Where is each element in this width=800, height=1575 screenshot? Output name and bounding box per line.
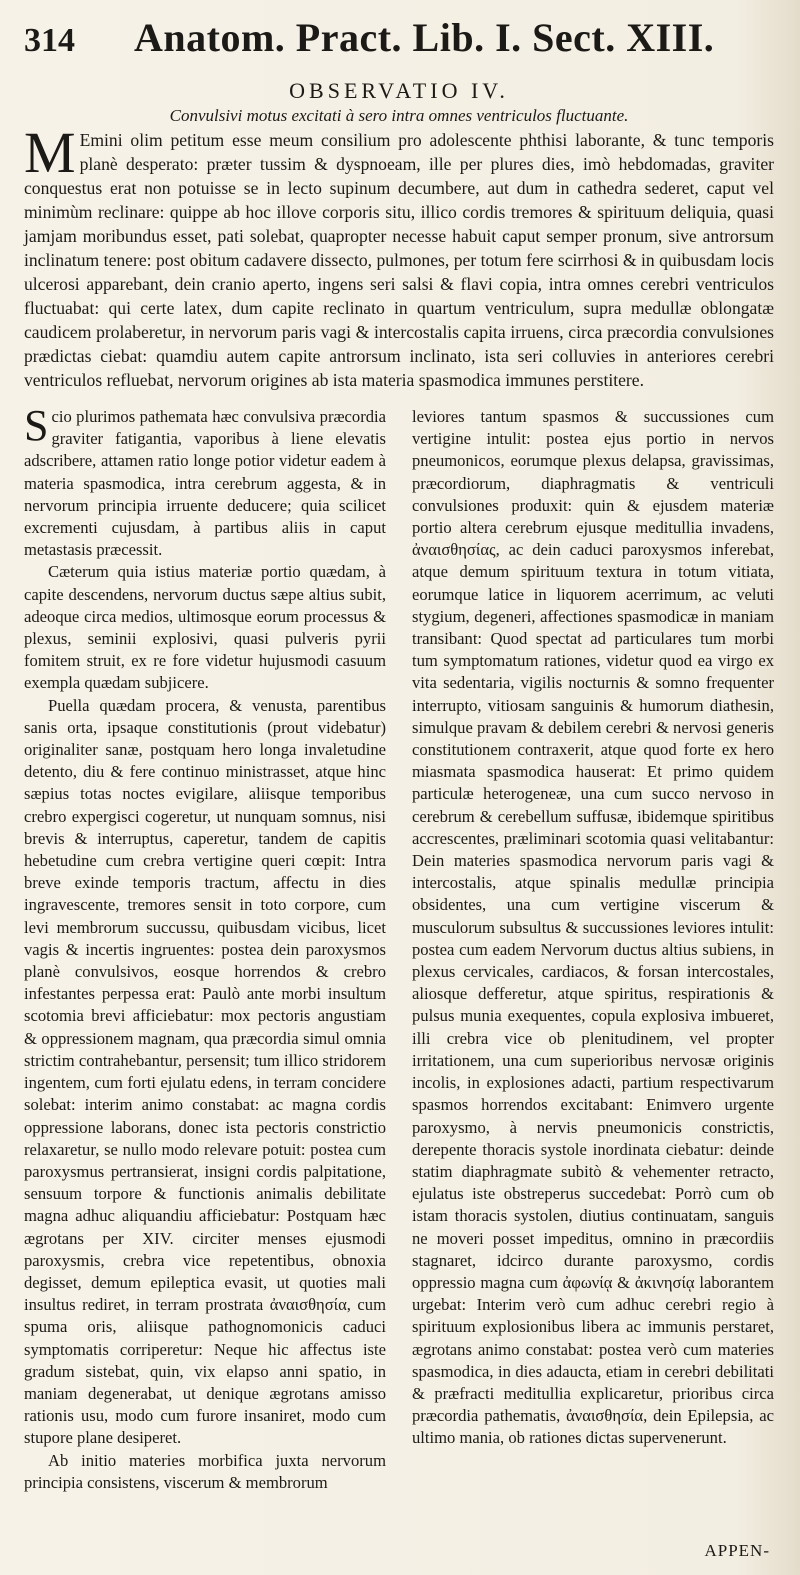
page-number: 314 bbox=[24, 22, 75, 59]
right-column bbox=[412, 406, 774, 1494]
drop-cap-s: S bbox=[24, 401, 49, 450]
left-paragraph-4: Ab initio materies morbifica juxta nervorum principia consistens, viscerum & membrorum bbox=[24, 1450, 386, 1492]
observation-subtitle: Convulsivi motus excitati à sero intra omnes ventriculos fluctuante. bbox=[169, 106, 629, 125]
observation-body: Emini olim petitum esse meum consilium pro adolescente phthisi laborante, & tunc temporis planè desperato: præter tussim & dyspnoeam, ille per plures dies, imò hebdomadas, graviter conquestus erat non potuisse se in lecto supinum decumbere, aut dum in cathedra sederet, caput vel minimùm reclinare: quippe ab hoc illove corporis situ, illico cordis tremores & spirituum deliquia, quasi jamjam moribundus esset, pati solebat, quapropter necesse habuit caput semper pronum, sive antrorsum inclinatum tenere: post obitum cadavere dissecto, pulmones, per totum fere scirrhosi & in quibusdam locis ulcerosi apparebant, dein cranio aperto, ingens seri salsi & flavi copia, intra omnes cerebri ventriculos fluctuabat: qui certe latex, dum capite reclinato in quartum ventriculum, supra medullæ oblongatæ caudicem prolaberetur, in nervorum paris vagi & intercostalis capita irruens, circa præcordia convulsiones prædictas ciebat: quamdiu autem capite antrorsum inclinato, ista seri colluvies in anteriores cerebri ventriculos refluebat, nervorum origines ab ista materia spasmodica immunes perstitere. bbox=[24, 130, 774, 390]
two-column-body bbox=[24, 401, 774, 1494]
observation-heading: OBSERVATIO IV. bbox=[289, 78, 509, 103]
drop-cap-m: M bbox=[24, 120, 76, 185]
left-paragraph-1-text: cio plurimos pathemata hæc convulsiva præcordia graviter fatigantia, vaporibus à liene elevatis adscribere, attamen ratio longe potior videtur eadem à materia spasmodica, intra cerebrum aggesta, & in nervorum principia irruente deducere; quia scilicet excrementi cujusdam, à partibus aliis in caput metastasis præcessit. bbox=[24, 407, 386, 560]
running-title: Anatom. Pract. Lib. I. Sect. XIII. bbox=[134, 15, 715, 60]
left-paragraph-2: Cæterum quia istius materiæ portio quædam, à capite descendens, nervorum ductus sæpe altius subit, adeoque circa medios, ultimosque eorum processus & plexus, seminii explosivi, quasi pulveris pyrii fomitem struit, ex re fore videtur hujusmodi casuum exempla quædam subjicere. bbox=[24, 562, 386, 693]
left-column bbox=[24, 401, 386, 1494]
catchword: APPEN- bbox=[704, 1541, 770, 1560]
running-head bbox=[24, 14, 774, 72]
left-paragraph-3: Puella quædam procera, & venusta, parentibus sanis orta, ipsaque constitutionis (prout videbatur) originaliter sanæ, postquam hero longa invaletudine detento, diu & fere continuo ministrasset, atque hinc sæpius totas noctes evigilare, aliisque temporibus crebro expergisci cogeretur, ut nunquam somnus, nisi brevis & interruptus, caperetur, tandem de capitis hebetudine cum crebra vertigine queri cœpit: Intra breve exinde temporis tractum, affectu in dies ingravescente, tremores sensit in toto corpore, cum levi membrorum succussu, quibusdam vicibus, licet vagis & incertis ingruentes: postea dein paroxysmos planè convulsivos, eosque horrendos & crebro infestantes perpessa erat: Paulò ante morbi insultum scotomia brevi afficiebatur: mox pectoris angustiam & oppressionem magnam, qua præcordia simul omnia strictim contrahebantur, persensit; tum illico stridorem ingentem, cum forti ejulatu edens, in terram concidere solebat: interim animo constabat: ac magna cordis oppressione laborans, donec ista pectoris constrictio relaxaretur, se nullo modo relevare potuit: postea cum paroxysmus pertransierat, insigni cordis palpitatione, sensuum torpore & functionis animalis debilitate magna adhuc aliquandiu afficiebatur: Postquam hæc ægrotans per XIV. circiter menses ejusmodi paroxysmis, crebra vice repetentibus, obnoxia degisset, demum epileptica evasit, ut quoties mali insultus rediret, in terram prostrata ἀναισθησία, cum spuma oris, aliisque pathognomonicis caduci symptomatis corriperetur: Neque hic affectus iste gradum sistebat, quin, vix elapso anni spatio, in maniam degenerabat, ut denique ægrotans amisso rationis usu, modo cum furore insaniret, modo cum stupore plane desiperet. bbox=[24, 695, 386, 1448]
left-paragraph-1 bbox=[24, 401, 386, 561]
observation-text bbox=[24, 120, 774, 392]
right-paragraph-1: leviores tantum spasmos & succussiones cum vertigine intulit: postea ejus portio in nervos pneumonicos, eorumque plexus delapsa, gravissimas, præcordiorum, diaphragmatis & ventriculi convulsiones produxit: quin & ejusdem materiæ portio altera cerebrum ejusque meditullia invadens, ἀναισθησίας, ac dein caduci paroxysmos inferebat, atque demum spirituum textura in totum vitiata, eorumque latice in liquorem acerrimum, ac veluti stygium, degeneri, affectiones spasmodicæ in maniam transibant: Quod spectat ad particulares tum morbi tum symptomatum rationes, videtur quod ea virgo ex vita sedentaria, vigilis nocturnis & somno frequenter interrupto, vitiosam sanguinis & humorum diathesin, simulque pravam & debilem cerebri & nervosi generis constitutionem contraxerit, atque quod forte ex hero miasmata spasmodica hauserat: Et primo quidem particulæ heterogeneæ, una cum succo nervoso in cerebrum & cerebellum suffusæ, ibidemque spiritibus accrescentes, præliminari scotomia quasi velitabantur: Dein materies spasmodica nervorum paris vagi & intercostalis, atque spinalis medullæ principia obsidentes, una cum vertigine viscerum & musculorum subsultus & succussiones leviores intulit: postea cum eadem Nervorum ductus altius subiens, in plexus cervicales, cardiacos, & forsan intercostales, aliosque defferetur, atque spiritus, respirationis & pulsus munia exequentes, copula explosiva imbueret, illi crebra vice ob plenitudinem, vel propter irritationem, una cum superioribus nervosæ originis incolis, in explosiones adacti, partium respectivarum spasmos horrendos excitabant: Enimvero urgente paroxysmo, à nervis pneumonicis constrictis, derepente thoracis systole inordinata ciebatur: deinde statim diaphragmate subitò & vehementer retracto, ejulatus iste obstreperus succedebat: Porrò cum ob istam thoracis systolen, diutius continuatam, sanguis ne moveri posset impeditus, omnino in præcordiis stagnaret, idcirco durante paroxysmo, cordis oppressio magna cum ἀφωνίᾳ & ἀκινησίᾳ laborantem urgebat: Interim verò cum adhuc cerebri regio à spirituum explosionibus libera ac immunis perstaret, ægrotans animo constabat: postea verò cum materies spasmodica, in dies adaucta, etiam in cerebri debilitati & præfracti meditullia explicaretur, prioribus circa præcordia pathematis, ἀναισθησία, dein Epilepsia, ac ultimo mania, ob rationes dictas supervenerunt. bbox=[412, 407, 774, 1448]
